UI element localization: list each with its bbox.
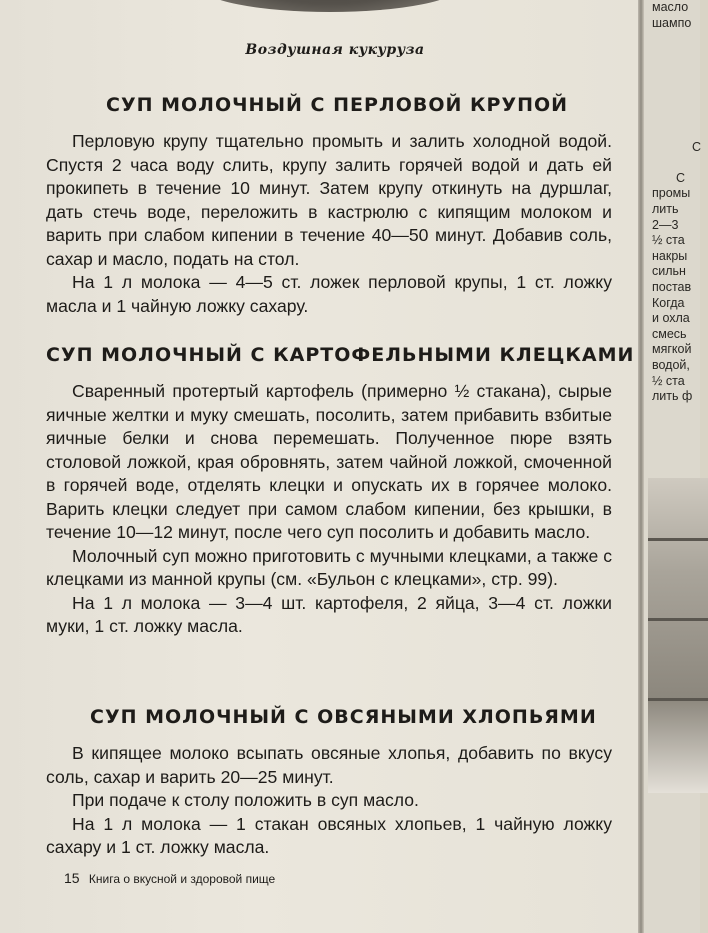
right-page-line: С	[676, 170, 686, 185]
paragraph: На 1 л молока — 4—5 ст. ложек перловой крупы, 1 ст. ложку масла и 1 чайную ложку сахару.	[46, 272, 612, 316]
section-title-potato-dumplings: СУП МОЛОЧНЫЙ С КАРТОФЕЛЬНЫМИ КЛЕЦКАМИ	[46, 344, 635, 366]
book-title: Книга о вкусной и здоровой пище	[88, 872, 276, 886]
right-page-line: лить ф	[652, 389, 693, 404]
right-page-line: и охла	[652, 311, 690, 326]
paragraph: Перловую крупу тщательно промыть и залить холодной водой. Спустя 2 часа воду слить, крупу залить горячей водой и дать ей прокипеть в течение 10 минут. Затем крупу откинуть на дуршлаг, дать стечь воде, переложить в кастрюлю с кипящим молоком и варить при слабом кипении в течение 40—50 минут. Добавив соль, сахар и масло, подать на стол.	[46, 131, 612, 269]
right-page-line: сильн	[652, 264, 686, 279]
right-page-text	[652, 0, 701, 405]
section-title-oat-flakes: СУП МОЛОЧНЫЙ С ОВСЯНЫМИ ХЛОПЬЯМИ	[90, 706, 597, 728]
section-title-pearl-barley: СУП МОЛОЧНЫЙ С ПЕРЛОВОЙ КРУПОЙ	[106, 94, 569, 116]
right-page-line: 2—3	[652, 217, 679, 232]
right-page-line: масло	[652, 0, 689, 14]
right-page-line: постав	[652, 279, 692, 294]
photo-detail	[648, 618, 708, 621]
right-page-line: С	[692, 140, 702, 155]
right-page-line: мягкой	[652, 342, 692, 357]
right-page	[644, 0, 700, 933]
right-page-line: ½ ста	[652, 373, 685, 388]
right-page-line: водой,	[652, 357, 690, 372]
paragraph: При подаче к столу положить в суп масло.	[72, 790, 419, 810]
paragraph: Молочный суп можно приготовить с мучными клецками, а также с клецками из манной крупы (см. «Бульон с клецками», стр. 99).	[46, 545, 612, 589]
photo-detail	[648, 698, 708, 701]
right-page-line: лить	[652, 201, 679, 216]
page-footer	[64, 870, 275, 886]
top-photo	[200, 0, 460, 12]
right-page-line: шампо	[652, 15, 692, 30]
section-text-pearl-barley	[46, 130, 612, 318]
paragraph: На 1 л молока — 1 стакан овсяных хлопьев, 1 чайную ложку сахару и 1 ст. ложку масла.	[46, 813, 612, 857]
right-page-line: Когда	[652, 295, 685, 310]
right-page-gap	[652, 156, 701, 171]
photo-caption: Воздушная кукуруза	[245, 42, 425, 58]
section-text-oat-flakes	[46, 742, 612, 860]
page-number: 15	[64, 870, 80, 886]
right-page-line: накры	[652, 248, 688, 263]
right-page-gap	[652, 31, 701, 140]
paragraph: Сваренный протертый картофель (примерно ½ стакана), сырые яичные желтки и муку смешать, посолить, затем прибавить взбитые яичные белки и снова перемешать. Полученное пюре взять столовой ложкой, края обровнять, затем чайной ложкой, смоченной в горячей воде, отделять клецки и опускать их в горячее молоко. Варить клецки следует при самом слабом кипении, без крышки, в течение 10—12 минут, после чего суп посолить и добавить масло.	[46, 381, 612, 542]
right-page-line: промы	[652, 186, 691, 201]
right-page-photo	[648, 478, 708, 793]
photo-detail	[648, 538, 708, 541]
paragraph: В кипящее молоко всыпать овсяные хлопья, добавить по вкусу соль, сахар и варить 20—25 минут.	[46, 743, 612, 787]
section-text-potato-dumplings	[46, 380, 612, 639]
right-page-line: смесь	[652, 326, 687, 341]
right-page-line: ½ ста	[652, 233, 685, 248]
paragraph: На 1 л молока — 3—4 шт. картофеля, 2 яйца, 3—4 ст. ложки муки, 1 ст. ложку масла.	[46, 592, 612, 636]
